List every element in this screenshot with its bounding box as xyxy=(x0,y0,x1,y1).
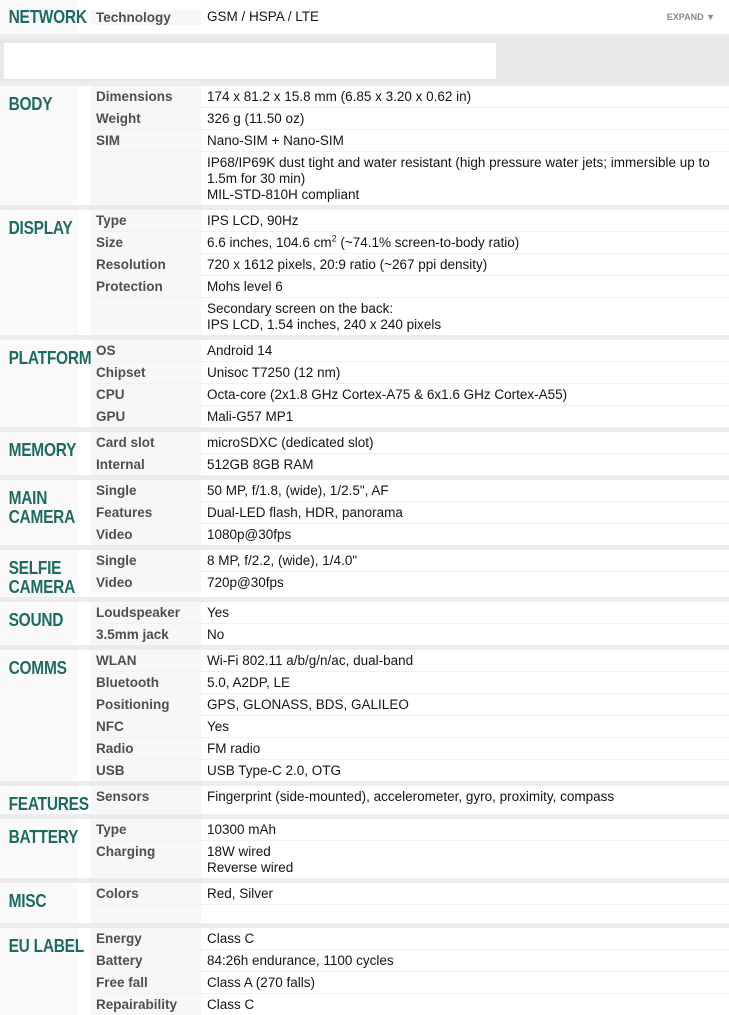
spec-label[interactable]: Energy xyxy=(91,928,201,949)
spec-row xyxy=(91,480,729,501)
spec-value: FM radio xyxy=(207,741,261,756)
size-unit-exponent: 2 xyxy=(331,233,337,244)
spec-label[interactable]: Single xyxy=(91,550,201,571)
spec-label[interactable]: Size xyxy=(91,232,201,253)
spec-row xyxy=(91,819,729,840)
spec-value: 84:26h endurance, 1100 cycles xyxy=(207,953,394,968)
spec-row xyxy=(91,759,729,781)
spec-row xyxy=(91,693,729,715)
spec-label[interactable]: Technology xyxy=(91,10,201,25)
spec-row xyxy=(91,840,729,878)
spec-value: 18W wired Reverse wired xyxy=(207,844,294,875)
spec-label[interactable]: Weight xyxy=(91,108,201,129)
spec-label[interactable]: Chipset xyxy=(91,362,201,383)
category-line: MAIN xyxy=(8,488,48,508)
spec-row xyxy=(91,904,729,923)
section-features xyxy=(0,781,729,814)
spec-value: microSDXC (dedicated slot) xyxy=(207,435,374,450)
category-body[interactable]: BODY xyxy=(0,86,78,205)
spec-label[interactable]: Repairability xyxy=(91,994,201,1015)
category-line: CAMERA xyxy=(8,577,75,597)
spec-value: Wi-Fi 802.11 a/b/g/n/ac, dual-band xyxy=(207,653,414,668)
spec-row xyxy=(91,786,729,813)
spec-label xyxy=(91,152,201,205)
spec-row xyxy=(91,602,729,623)
spec-row xyxy=(91,993,729,1015)
spec-row xyxy=(91,383,729,405)
spec-label[interactable]: SIM xyxy=(91,130,201,151)
category-sound[interactable]: SOUND xyxy=(0,602,78,645)
ad-slot xyxy=(201,905,729,923)
spec-value: 10300 mAh xyxy=(207,822,277,837)
spec-label[interactable]: Type xyxy=(91,819,201,840)
spec-value: 8 MP, f/2.2, (wide), 1/4.0" xyxy=(207,553,358,568)
spec-label[interactable]: Dimensions xyxy=(91,86,201,107)
spec-label[interactable]: OS xyxy=(91,340,201,361)
section-sound xyxy=(0,597,729,645)
spec-row xyxy=(91,949,729,971)
spec-row xyxy=(91,928,729,949)
spec-label[interactable]: Battery xyxy=(91,950,201,971)
category-line: CAMERA xyxy=(8,507,75,527)
spec-label[interactable]: Bluetooth xyxy=(91,672,201,693)
spec-label[interactable]: CPU xyxy=(91,384,201,405)
section-battery xyxy=(0,814,729,878)
spec-label[interactable]: Single xyxy=(91,480,201,501)
spec-value: Unisoc T7250 (12 nm) xyxy=(207,365,341,380)
spec-row xyxy=(91,231,729,253)
spec-value: Yes xyxy=(207,719,230,734)
section-selfie-camera xyxy=(0,545,729,597)
spec-label[interactable]: Sensors xyxy=(91,786,201,813)
spec-label[interactable]: Protection xyxy=(91,276,201,297)
spec-value: Android 14 xyxy=(207,343,273,358)
spec-value: IPS LCD, 90Hz xyxy=(207,213,299,228)
size-value-ratio: (~74.1% screen-to-body ratio) xyxy=(336,235,520,250)
section-main-camera xyxy=(0,475,729,545)
spec-value: Red, Silver xyxy=(207,886,274,901)
category-selfie-camera[interactable] xyxy=(0,550,78,597)
spec-label[interactable]: WLAN xyxy=(91,650,201,671)
spec-row xyxy=(91,129,729,151)
spec-label[interactable]: 3.5mm jack xyxy=(91,624,201,645)
spec-value: 1080p@30fps xyxy=(207,527,292,542)
spec-row xyxy=(91,340,729,361)
spec-value: Class A (270 falls) xyxy=(207,975,316,990)
spec-value: IP68/IP69K dust tight and water resistant (high pressure water jets; immersible up to 1.5m for 30 min) MIL-STD-810H compliant xyxy=(207,155,710,202)
spec-row xyxy=(91,737,729,759)
section-body xyxy=(0,81,729,205)
spec-label[interactable]: Card slot xyxy=(91,432,201,453)
section-misc xyxy=(0,878,729,923)
category-features[interactable]: FEATURES xyxy=(0,786,78,814)
spec-label[interactable]: Type xyxy=(91,210,201,231)
spec-row xyxy=(91,253,729,275)
spec-label[interactable]: Resolution xyxy=(91,254,201,275)
spec-row xyxy=(91,151,729,205)
spec-row xyxy=(91,297,729,335)
spec-label xyxy=(91,905,201,923)
spec-row xyxy=(91,883,729,904)
spec-value: GPS, GLONASS, BDS, GALILEO xyxy=(207,697,409,712)
spec-label[interactable]: Loudspeaker xyxy=(91,602,201,623)
spec-row xyxy=(91,650,729,671)
ad-placeholder xyxy=(0,34,729,81)
section-memory xyxy=(0,427,729,475)
spec-row xyxy=(91,550,729,571)
spec-value: Octa-core (2x1.8 GHz Cortex-A75 & 6x1.6 GHz Cortex-A55) xyxy=(207,387,568,402)
spec-row xyxy=(91,623,729,645)
spec-value: Secondary screen on the back: IPS LCD, 1.54 inches, 240 x 240 pixels xyxy=(207,301,442,332)
spec-label[interactable]: Colors xyxy=(91,883,201,904)
spec-label[interactable]: Radio xyxy=(91,738,201,759)
category-network[interactable]: NETWORK xyxy=(0,0,78,34)
category-platform[interactable]: PLATFORM xyxy=(0,340,78,427)
spec-value: Yes xyxy=(207,605,230,620)
category-line: SELFIE xyxy=(8,558,62,578)
spec-row xyxy=(91,523,729,545)
spec-value: 174 x 81.2 x 15.8 mm (6.85 x 3.20 x 0.62 in) xyxy=(207,89,472,104)
spec-label[interactable]: Positioning xyxy=(91,694,201,715)
spec-row xyxy=(91,107,729,129)
spec-value: Fingerprint (side-mounted), accelerometer, gyro, proximity, compass xyxy=(207,789,615,804)
spec-value: Mali-G57 MP1 xyxy=(207,409,294,424)
spec-label[interactable]: Features xyxy=(91,502,201,523)
spec-row xyxy=(91,275,729,297)
expand-toggle[interactable]: EXPAND ▼ xyxy=(666,12,715,22)
spec-label xyxy=(91,298,201,335)
spec-value: Nano-SIM + Nano-SIM xyxy=(207,133,344,148)
category-eu-label[interactable]: EU LABEL xyxy=(0,928,78,1015)
spec-value: 720p@30fps xyxy=(207,575,284,590)
spec-label[interactable]: GPU xyxy=(91,406,201,427)
spec-row xyxy=(91,715,729,737)
section-platform xyxy=(0,335,729,427)
spec-label[interactable]: Video xyxy=(91,524,201,545)
category-memory[interactable]: MEMORY xyxy=(0,432,78,475)
spec-value: 5.0, A2DP, LE xyxy=(207,675,291,690)
spec-value: No xyxy=(207,627,225,642)
spec-row xyxy=(91,405,729,427)
spec-row xyxy=(91,571,729,593)
spec-row xyxy=(91,210,729,231)
spec-row xyxy=(91,501,729,523)
category-main-camera[interactable] xyxy=(0,480,78,545)
section-network xyxy=(0,0,729,34)
spec-value: USB Type-C 2.0, OTG xyxy=(207,763,342,778)
spec-label[interactable]: USB xyxy=(91,760,201,781)
spec-label[interactable]: Free fall xyxy=(91,972,201,993)
spec-value: Class C xyxy=(207,997,255,1012)
spec-value: 512GB 8GB RAM xyxy=(207,457,314,472)
spec-label[interactable]: Internal xyxy=(91,454,201,475)
spec-value: Dual-LED flash, HDR, panorama xyxy=(207,505,403,520)
spec-value: Class C xyxy=(207,931,255,946)
category-misc[interactable]: MISC xyxy=(0,883,78,923)
spec-label[interactable]: Charging xyxy=(91,841,201,878)
category-comms[interactable]: COMMS xyxy=(0,650,78,781)
spec-row xyxy=(91,0,729,34)
category-display[interactable]: DISPLAY xyxy=(0,210,78,335)
spec-value xyxy=(201,232,729,253)
ad-slot xyxy=(4,43,496,79)
section-display xyxy=(0,205,729,335)
spec-value: 720 x 1612 pixels, 20:9 ratio (~267 ppi density) xyxy=(207,257,488,272)
spec-row xyxy=(91,432,729,453)
spec-row xyxy=(91,86,729,107)
spec-value: Mohs level 6 xyxy=(207,279,283,294)
spec-row xyxy=(91,453,729,475)
section-comms xyxy=(0,645,729,781)
size-value-main: 6.6 inches, 104.6 cm xyxy=(207,235,332,250)
spec-value: 326 g (11.50 oz) xyxy=(207,111,305,126)
spec-value: 50 MP, f/1.8, (wide), 1/2.5", AF xyxy=(207,483,389,498)
spec-label[interactable]: Video xyxy=(91,572,201,593)
spec-label[interactable]: NFC xyxy=(91,716,201,737)
spec-value: GSM / HSPA / LTE xyxy=(207,9,320,24)
spec-row xyxy=(91,971,729,993)
spec-row xyxy=(91,361,729,383)
spec-row xyxy=(91,671,729,693)
category-battery[interactable]: BATTERY xyxy=(0,819,78,878)
section-eu-label xyxy=(0,923,729,1015)
